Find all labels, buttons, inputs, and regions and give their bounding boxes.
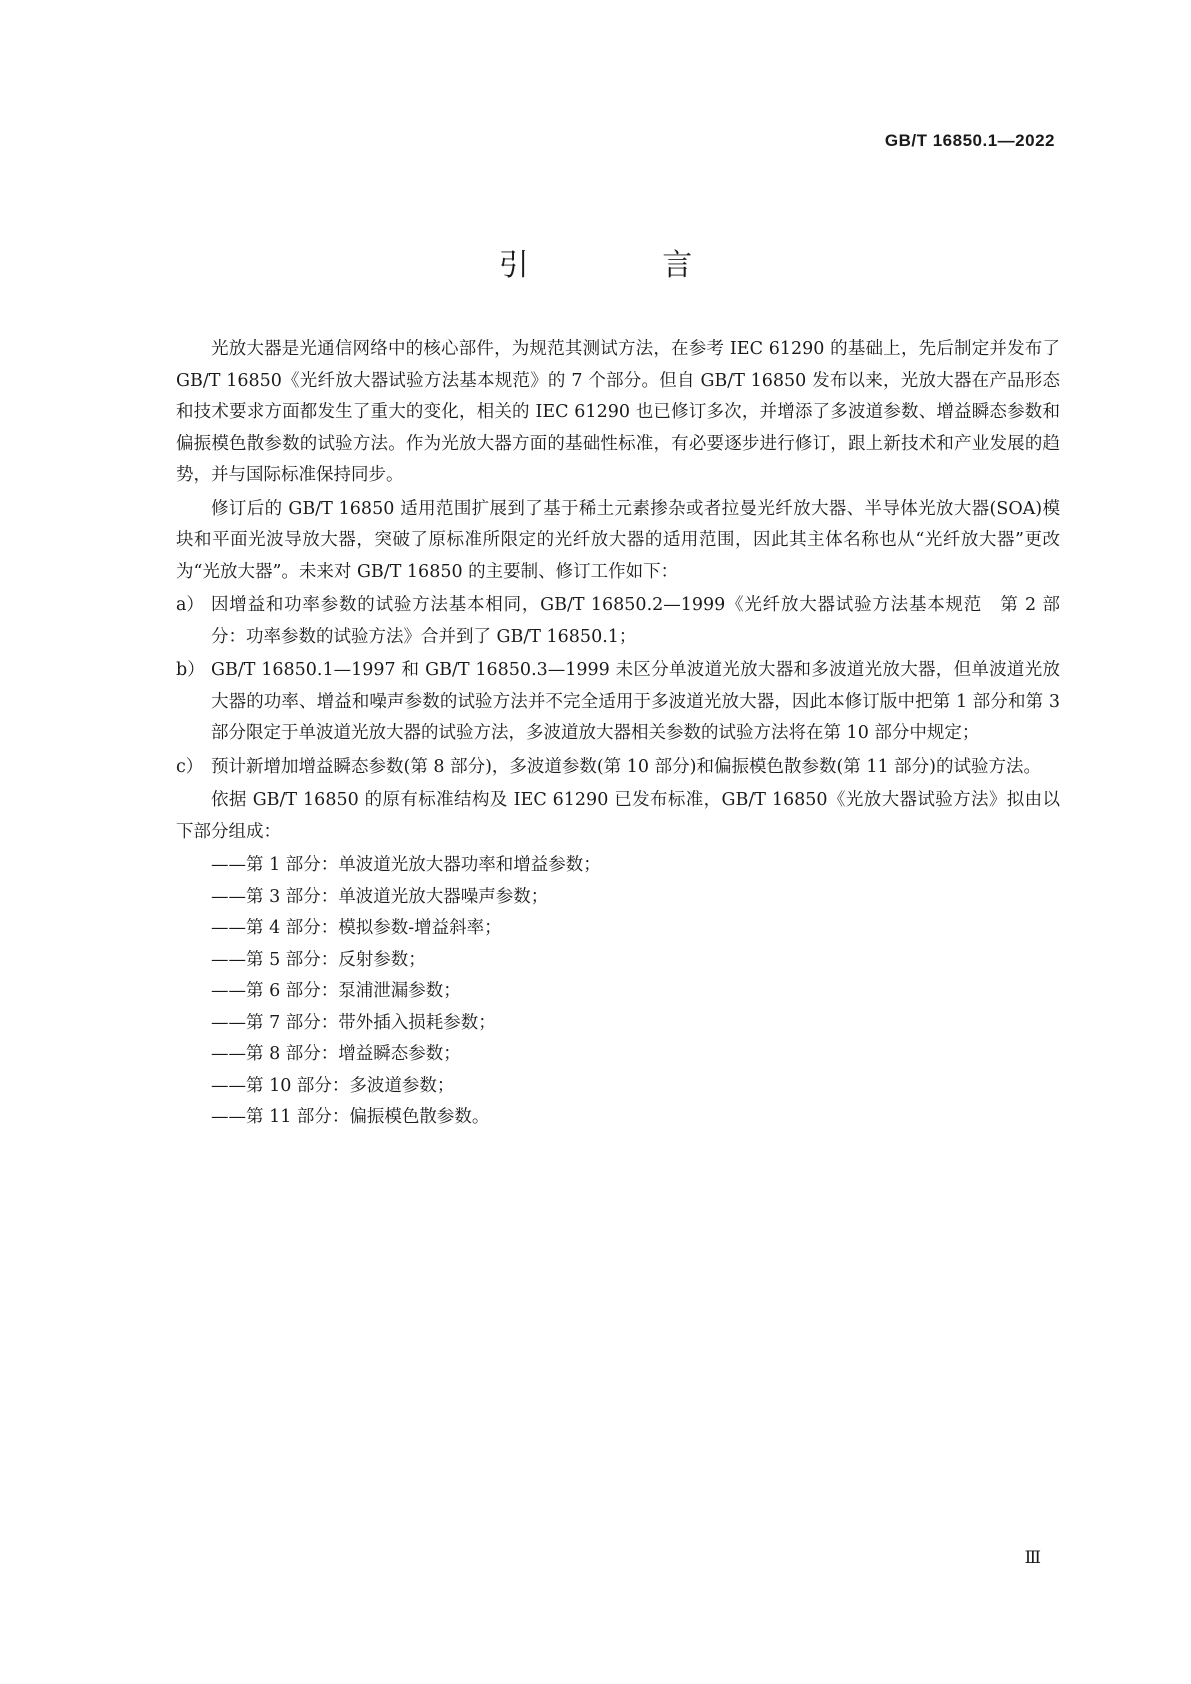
parts-list-item: ——第 6 部分：泵浦泄漏参数； bbox=[211, 981, 461, 1001]
intro-paragraph-3: 依据 GB/T 16850 的原有标准结构及 IEC 61290 已发布标准，GB/T 16850《光放大器试验方法》拟由以下部分组成： bbox=[176, 790, 1060, 842]
list-marker: a） bbox=[176, 595, 204, 615]
page-number: Ⅲ bbox=[1024, 1548, 1041, 1568]
parts-list-item: ——第 3 部分：单波道光放大器噪声参数； bbox=[211, 886, 549, 907]
parts-list-item: ——第 5 部分：反射参数； bbox=[211, 949, 426, 970]
page-title: 引 言 bbox=[498, 248, 755, 283]
parts-list-item: ——第 1 部分：单波道光放大器功率和增益参数； bbox=[211, 855, 601, 875]
document-body bbox=[176, 334, 1060, 1134]
list-item-text: GB/T 16850.1—1997 和 GB/T 16850.3—1999 未区分单波道光放大器和多波道光放大器，但单波道光放大器的功率、增益和噪声参数的试验方法并不完全适用于多波道光放大器，因此本修订版中把第 1 部分和第 3 部分限定于单波道光放大器的试验方法，多波道放大器相关参数的试验方法将在第 10 部分中规定； bbox=[211, 660, 1060, 743]
standard-code: GB/T 16850.1—2022 bbox=[884, 131, 1055, 150]
parts-list-item: ——第 10 部分：多波道参数； bbox=[211, 1075, 455, 1096]
parts-list-item: ——第 4 部分：模拟参数-增益斜率； bbox=[211, 918, 502, 938]
parts-list-item: ——第 8 部分：增益瞬态参数； bbox=[211, 1044, 461, 1064]
list-item bbox=[176, 752, 1060, 784]
intro-paragraph-2: 修订后的 GB/T 16850 适用范围扩展到了基于稀土元素掺杂或者拉曼光纤放大器、半导体光放大器(SOA)模块和平面光波导放大器，突破了原标准所限定的光纤放大器的适用范围，因此其主体名称也从“光纤放大器”更改为“光放大器”。未来对 GB/T 16850 的主要制、修订工作如下： bbox=[176, 498, 1060, 582]
parts-list-item: ——第 11 部分：偏振模色散参数。 bbox=[211, 1107, 490, 1127]
intro-paragraph-1: 光放大器是光通信网络中的核心部件，为规范其测试方法，在参考 IEC 61290 的基础上，先后制定并发布了 GB/T 16850《光纤放大器试验方法基本规范》的 7 个部分。但自 GB/T 16850 发布以来，光放大器在产品形态和技术要求方面都发生了重大的变化，相关的 IEC 61290 也已修订多次，并增添了多波道参数、增益瞬态参数和偏振模色散参数的试验方法。作为光放大器方面的基础性标准，有必要逐步进行修订，跟上新技术和产业发展的趋势，并与国际标准保持同步。 bbox=[176, 339, 1060, 485]
list-marker: b） bbox=[176, 660, 205, 680]
list-item-text: 预计新增加增益瞬态参数(第 8 部分)，多波道参数(第 10 部分)和偏振模色散参数(第 11 部分)的试验方法。 bbox=[211, 756, 1042, 777]
list-item bbox=[176, 590, 1060, 653]
list-item-text: 因增益和功率参数的试验方法基本相同，GB/T 16850.2—1999《光纤放大器试验方法基本规范 第 2 部分：功率参数的试验方法》合并到了 GB/T 16850.1； bbox=[211, 595, 1060, 647]
list-item bbox=[176, 655, 1060, 750]
parts-list-item: ——第 7 部分：带外插入损耗参数； bbox=[211, 1012, 496, 1033]
revision-list bbox=[176, 590, 1060, 783]
list-marker: c） bbox=[176, 756, 204, 777]
parts-list bbox=[176, 850, 1060, 1134]
